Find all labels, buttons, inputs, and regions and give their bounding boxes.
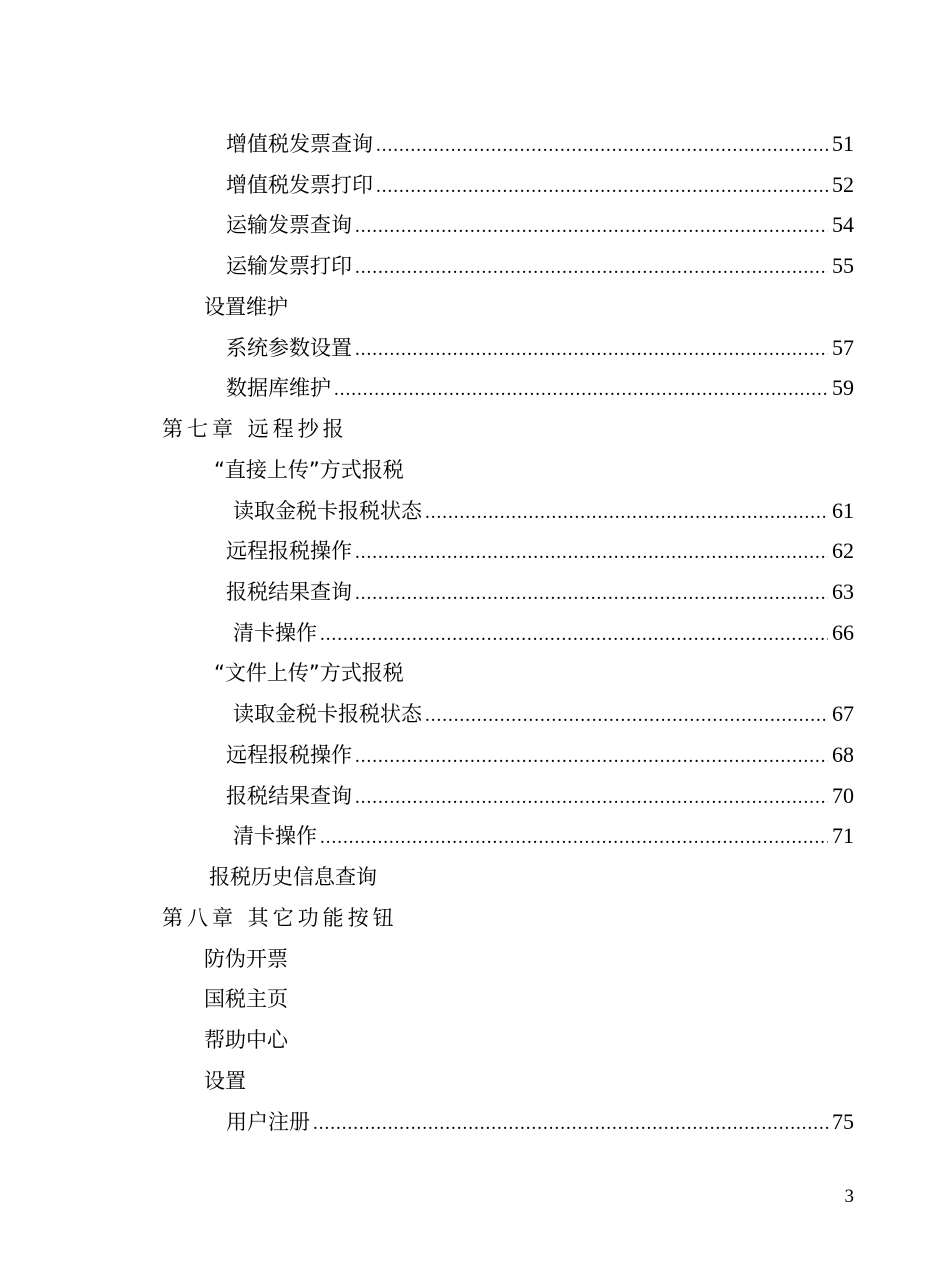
toc-entry-title: 增值税发票打印: [226, 173, 373, 197]
toc-entry-page: 57: [832, 335, 854, 360]
toc-entry-title: 运输发票查询: [226, 213, 352, 237]
toc-entry-title: 系统参数设置: [226, 336, 352, 360]
toc-entry-page: 52: [832, 172, 854, 197]
toc-entry-page: 67: [832, 701, 854, 726]
toc-entry-title: 报税历史信息查询: [209, 865, 377, 889]
toc-chapter-heading[interactable]: [162, 412, 348, 446]
toc-entry-title: 报税结果查询: [226, 580, 352, 604]
toc-entry-title: 第七章 远程抄报: [162, 417, 348, 441]
toc-entry-title: 国税主页: [204, 987, 288, 1011]
toc-dot-leader: [334, 373, 828, 407]
toc-entry-title: 读取金税卡报税状态: [233, 499, 422, 523]
toc-entry-title: “直接上传”方式报税: [214, 458, 404, 482]
toc-section-heading[interactable]: [214, 453, 404, 487]
toc-entry-title: 远程报税操作: [226, 743, 352, 767]
toc-entry-title: 用户注册: [226, 1110, 310, 1134]
toc-entry[interactable]: [226, 371, 854, 405]
toc-entry-page: 71: [832, 823, 854, 848]
toc-section-heading[interactable]: [209, 860, 377, 894]
toc-section-heading[interactable]: [204, 942, 288, 976]
toc-entry-title: 设置: [204, 1069, 246, 1093]
toc-entry-title: 运输发票打印: [226, 254, 352, 278]
page-number: 3: [844, 1186, 854, 1207]
toc-entry[interactable]: [226, 534, 854, 568]
toc-entry-page: 55: [832, 253, 854, 278]
toc-dot-leader: [355, 740, 828, 774]
toc-entry-page: 68: [832, 742, 854, 767]
toc-dot-leader: [425, 699, 828, 733]
toc-entry[interactable]: [226, 208, 854, 242]
toc-dot-leader: [355, 536, 828, 570]
toc-entry[interactable]: [226, 738, 854, 772]
toc-entry-page: 54: [832, 212, 854, 237]
toc-entry[interactable]: [226, 331, 854, 365]
toc-dot-leader: [355, 577, 828, 611]
toc-dot-leader: [313, 1107, 828, 1141]
toc-entry-title: 第八章 其它功能按钮: [162, 906, 398, 930]
toc-entry-page: 61: [832, 498, 854, 523]
toc-section-heading[interactable]: [204, 982, 288, 1016]
toc-entry-page: 66: [832, 620, 854, 645]
toc-dot-leader: [320, 618, 828, 652]
toc-entry[interactable]: [233, 697, 854, 731]
toc-entry-title: 读取金税卡报税状态: [233, 702, 422, 726]
toc-entry-title: 增值税发票查询: [226, 132, 373, 156]
toc-entry-page: 63: [832, 579, 854, 604]
toc-entry-title: 报税结果查询: [226, 784, 352, 808]
toc-entry-title: 防伪开票: [204, 947, 288, 971]
toc-entry-title: 清卡操作: [233, 621, 317, 645]
toc-entry[interactable]: [226, 779, 854, 813]
toc-entry-page: 75: [832, 1109, 854, 1134]
toc-dot-leader: [376, 129, 828, 163]
toc-entry[interactable]: [226, 249, 854, 283]
toc-entry-title: 帮助中心: [204, 1028, 288, 1052]
toc-entry-page: 51: [832, 131, 854, 156]
toc-dot-leader: [425, 496, 828, 530]
toc-dot-leader: [355, 333, 828, 367]
toc-entry-title: 数据库维护: [226, 376, 331, 400]
toc-section-heading[interactable]: [214, 656, 404, 690]
toc-section-heading[interactable]: [204, 1064, 246, 1098]
toc-dot-leader: [320, 821, 828, 855]
toc-entry-title: 设置维护: [204, 295, 288, 319]
toc-entry[interactable]: [226, 1105, 854, 1139]
toc-entry-page: 59: [832, 375, 854, 400]
toc-section-heading[interactable]: [204, 290, 288, 324]
toc-dot-leader: [355, 251, 828, 285]
toc-dot-leader: [376, 170, 828, 204]
toc-entry-page: 62: [832, 538, 854, 563]
toc-entry[interactable]: [226, 127, 854, 161]
toc-chapter-heading[interactable]: [162, 901, 398, 935]
toc-section-heading[interactable]: [204, 1023, 288, 1057]
toc-entry[interactable]: [233, 616, 854, 650]
toc-dot-leader: [355, 781, 828, 815]
toc-entry-title: “文件上传”方式报税: [214, 661, 404, 685]
toc-entry[interactable]: [226, 168, 854, 202]
toc-dot-leader: [355, 210, 828, 244]
toc-entry-title: 清卡操作: [233, 824, 317, 848]
toc-entry[interactable]: [233, 819, 854, 853]
toc-entry[interactable]: [233, 494, 854, 528]
toc-entry-page: 70: [832, 783, 854, 808]
toc-entry[interactable]: [226, 575, 854, 609]
toc-entry-title: 远程报税操作: [226, 539, 352, 563]
